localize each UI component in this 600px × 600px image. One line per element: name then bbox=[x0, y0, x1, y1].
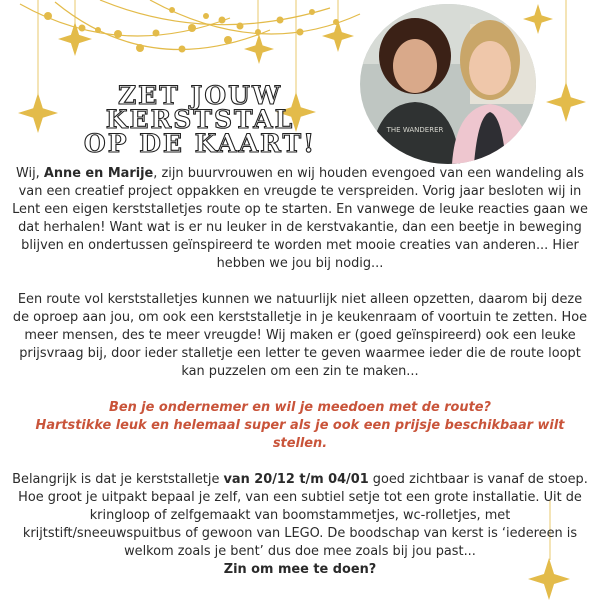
shirt-text: THE WANDERER bbox=[386, 126, 444, 134]
star-icon bbox=[546, 82, 586, 122]
highlight-line-1: Ben je ondernemer en wil je meedoen met de route? bbox=[109, 400, 491, 415]
names: Anne en Marije bbox=[43, 166, 154, 181]
article-body bbox=[12, 165, 588, 579]
page-title bbox=[70, 81, 330, 158]
star-icon bbox=[58, 22, 92, 56]
bead-garland-beads bbox=[44, 7, 339, 53]
route-paragraph: Een route vol kerststalletjes kunnen we natuurlijk niet alleen opzetten, daarom bij deze de oproep aan jou, om ook een kerststalletje in je keukenraam of voortuin te zetten. Hoe meer mensen, des te meer vreugde! Wij maken er (goed geïnspireerd) ook een leuke prijsvraag bij, door ieder stalletje een letter te geven waarmee ieder die de route loopt kan puzzelen om een zin te maken... bbox=[12, 292, 588, 379]
title-line-3: OP DE KAART! bbox=[83, 129, 317, 158]
closing-question: Zin om mee te doen? bbox=[223, 562, 377, 577]
details-paragraph: Belangrijk is dat je kerststalletje van 20/12 t/m 04/01 goed zichtbaar is vanaf de stoep. Hoe groot je uitpakt bepaal je zelf, van een subtiel setje tot een grote installatie. Uit de kringloop of zelfgemaakt van boomstammetjes, wc-rolletjes, met krijtstift/sneeuwspuitbus of gewoon van LEGO. De boodschap van kerst is ‘iedereen is welkom zoals je bent’ dus doe mee zoals bij jou past... bbox=[12, 472, 588, 559]
highlight-line-2: Hartstikke leuk en helemaal super als je ook een prijsje beschikbaar wilt stellen. bbox=[35, 418, 565, 451]
title-line-2: KERSTSTAL bbox=[105, 105, 295, 134]
intro-paragraph: Wij, Anne en Marije, zijn buurvrouwen en wij houden evengoed van een wandeling als van een creatief project oppakken en vreugde te verspreiden. Vorig jaar besloten wij in Lent een eigen kerststalletjes route op te starten. En vanwege de leuke reacties gaan we dat herhalen! Want wat is er nu leuker in de kerstvakantie, dan een beetje in beweging blijven en ondertussen geïnspireerd te worden met mooie creaties van anderen... Hier hebben we jou bij nodig... bbox=[12, 166, 588, 271]
date-range: van 20/12 t/m 04/01 bbox=[223, 472, 369, 487]
star-icon bbox=[523, 4, 553, 34]
portrait-photo bbox=[360, 4, 536, 164]
star-icon bbox=[322, 20, 354, 52]
title-line-1: ZET JOUW bbox=[117, 81, 283, 110]
star-icon bbox=[18, 93, 58, 133]
portrait-illustration bbox=[360, 4, 536, 164]
